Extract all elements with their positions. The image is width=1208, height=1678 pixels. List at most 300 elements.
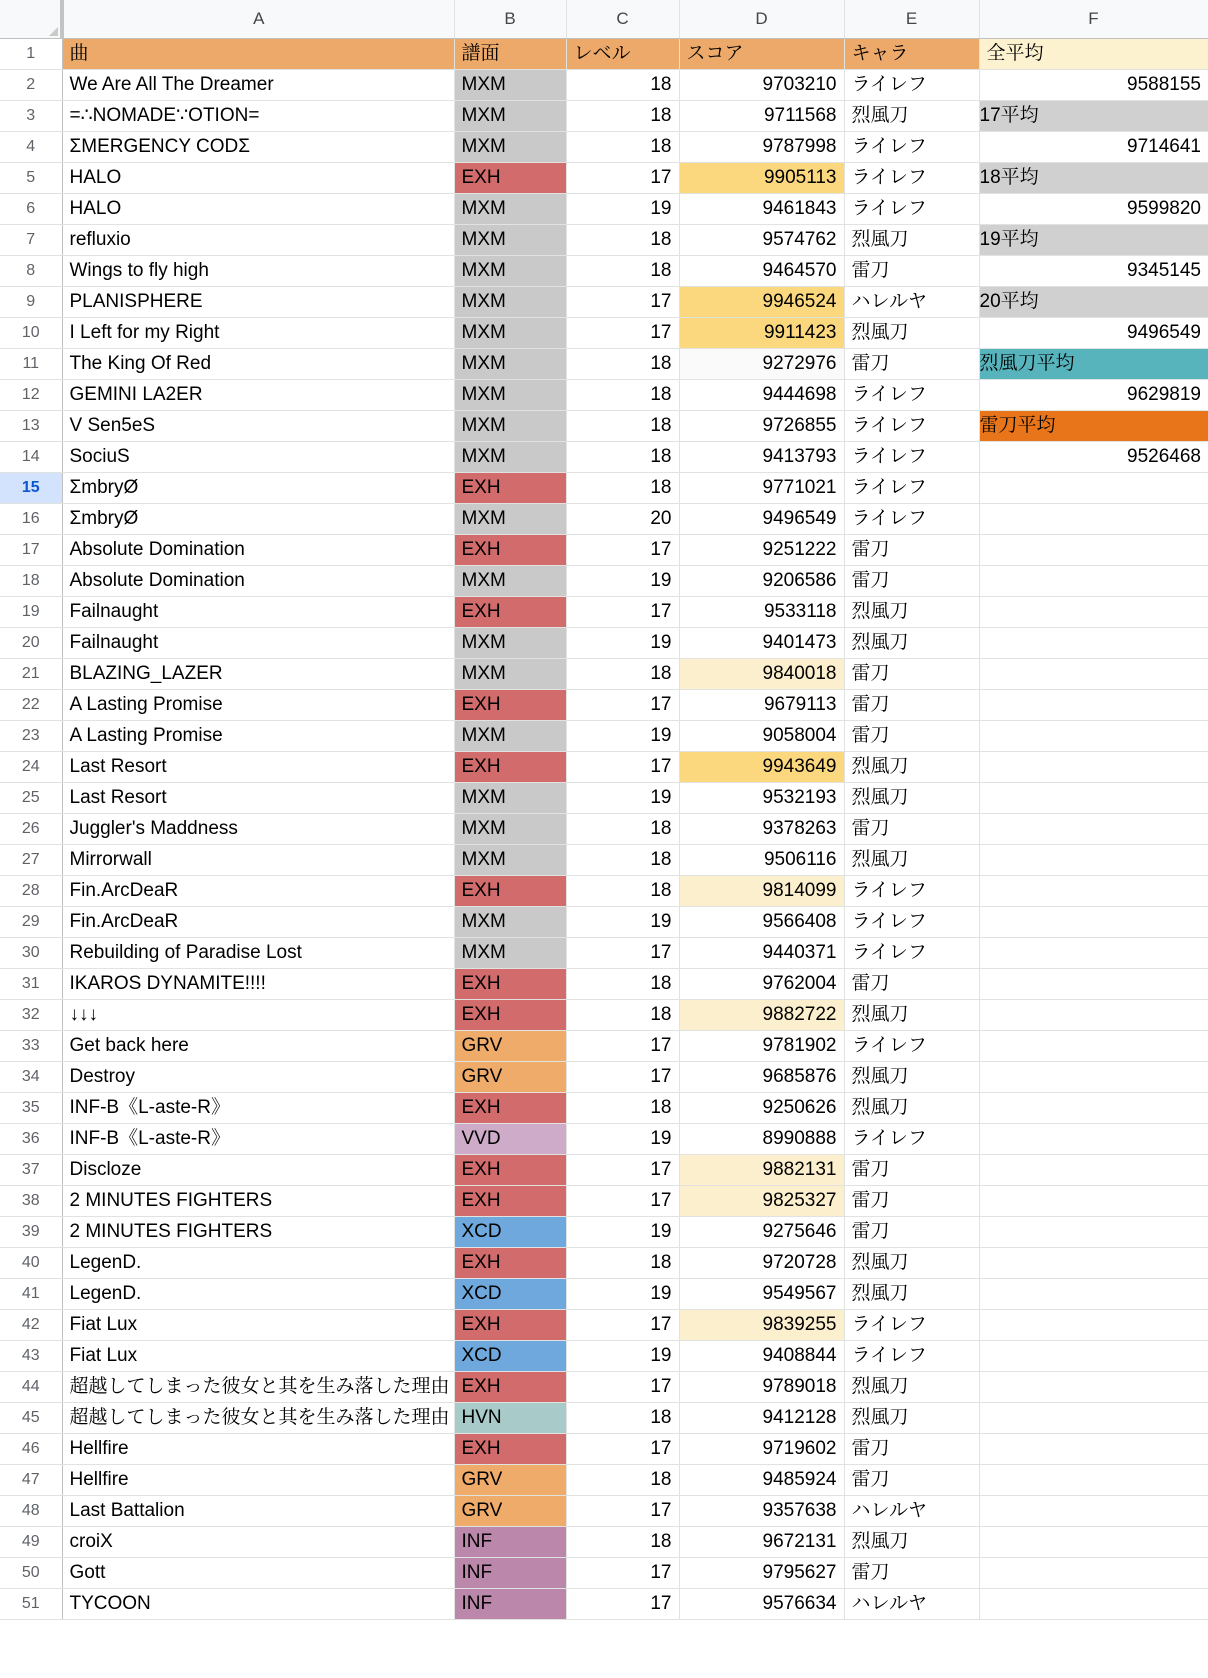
row-header[interactable]: 28	[0, 875, 62, 906]
cell-character[interactable]: 雷刀	[844, 565, 979, 596]
select-all-icon[interactable]	[0, 0, 62, 38]
cell-level[interactable]: 18	[566, 410, 679, 441]
row-header[interactable]: 33	[0, 1030, 62, 1061]
cell-character[interactable]: ライレフ	[844, 1123, 979, 1154]
cell-character[interactable]: ライレフ	[844, 162, 979, 193]
row-header[interactable]: 25	[0, 782, 62, 813]
cell-song-title[interactable]: ΣmbryØ	[62, 503, 454, 534]
cell-score[interactable]: 9378263	[679, 813, 844, 844]
cell-difficulty[interactable]: MXM	[454, 658, 566, 689]
row-header[interactable]: 4	[0, 131, 62, 162]
cell-score[interactable]: 9825327	[679, 1185, 844, 1216]
row-header[interactable]: 32	[0, 999, 62, 1030]
cell-difficulty[interactable]: GRV	[454, 1464, 566, 1495]
cell-song-title[interactable]: Juggler's Maddness	[62, 813, 454, 844]
cell-level[interactable]: 17	[566, 1557, 679, 1588]
cell-song-title[interactable]: A Lasting Promise	[62, 689, 454, 720]
table-row[interactable]	[0, 1495, 1208, 1526]
cell-difficulty[interactable]: INF	[454, 1588, 566, 1619]
cell-level[interactable]: 18	[566, 379, 679, 410]
cell-average[interactable]	[979, 813, 1208, 844]
cell-song-title[interactable]: Fiat Lux	[62, 1309, 454, 1340]
cell-difficulty[interactable]: VVD	[454, 1123, 566, 1154]
table-row[interactable]	[0, 1402, 1208, 1433]
cell-difficulty[interactable]: EXH	[454, 875, 566, 906]
table-row[interactable]	[0, 1588, 1208, 1619]
cell-difficulty[interactable]: EXH	[454, 596, 566, 627]
column-header-c[interactable]: C	[566, 0, 679, 38]
cell-average[interactable]	[979, 1216, 1208, 1247]
table-row[interactable]	[0, 596, 1208, 627]
cell-character[interactable]: 雷刀	[844, 255, 979, 286]
table-row[interactable]	[0, 503, 1208, 534]
cell-song-title[interactable]: The King Of Red	[62, 348, 454, 379]
row-header[interactable]: 26	[0, 813, 62, 844]
cell-song-title[interactable]: Fin.ArcDeaR	[62, 875, 454, 906]
cell-difficulty[interactable]: EXH	[454, 999, 566, 1030]
cell-difficulty[interactable]: EXH	[454, 689, 566, 720]
cell-level[interactable]: 17	[566, 534, 679, 565]
cell-level[interactable]: 17	[566, 1154, 679, 1185]
cell-score[interactable]: 9720728	[679, 1247, 844, 1278]
row-header[interactable]: 42	[0, 1309, 62, 1340]
cell-average[interactable]: 19平均	[979, 224, 1208, 255]
cell-difficulty[interactable]: EXH	[454, 751, 566, 782]
table-row[interactable]	[0, 224, 1208, 255]
cell-song-title[interactable]: I Left for my Right	[62, 317, 454, 348]
cell-f1[interactable]: 全平均	[979, 38, 1208, 69]
cell-song-title[interactable]: IKAROS DYNAMITE!!!!	[62, 968, 454, 999]
cell-song-title[interactable]: Get back here	[62, 1030, 454, 1061]
cell-average[interactable]	[979, 1402, 1208, 1433]
table-row[interactable]	[0, 782, 1208, 813]
cell-level[interactable]: 19	[566, 782, 679, 813]
table-row[interactable]	[0, 1061, 1208, 1092]
cell-score[interactable]: 9412128	[679, 1402, 844, 1433]
row-header[interactable]: 19	[0, 596, 62, 627]
cell-level[interactable]: 17	[566, 1495, 679, 1526]
cell-character[interactable]: 雷刀	[844, 658, 979, 689]
cell-character[interactable]: ライレフ	[844, 441, 979, 472]
table-row[interactable]	[0, 38, 1208, 69]
cell-difficulty[interactable]: MXM	[454, 348, 566, 379]
cell-character[interactable]: 烈風刀	[844, 1092, 979, 1123]
cell-score[interactable]: 9672131	[679, 1526, 844, 1557]
cell-score[interactable]: 9272976	[679, 348, 844, 379]
cell-song-title[interactable]: Fiat Lux	[62, 1340, 454, 1371]
cell-difficulty[interactable]: GRV	[454, 1061, 566, 1092]
cell-average[interactable]: 9496549	[979, 317, 1208, 348]
cell-song-title[interactable]: HALO	[62, 162, 454, 193]
cell-character[interactable]: 雷刀	[844, 1464, 979, 1495]
cell-difficulty[interactable]: EXH	[454, 472, 566, 503]
cell-average[interactable]	[979, 596, 1208, 627]
cell-e1[interactable]: キャラ	[844, 38, 979, 69]
table-row[interactable]	[0, 720, 1208, 751]
cell-score[interactable]: 9771021	[679, 472, 844, 503]
table-row[interactable]	[0, 627, 1208, 658]
cell-song-title[interactable]: Hellfire	[62, 1433, 454, 1464]
cell-level[interactable]: 19	[566, 1123, 679, 1154]
cell-score[interactable]: 9566408	[679, 906, 844, 937]
cell-average[interactable]	[979, 875, 1208, 906]
cell-song-title[interactable]: Absolute Domination	[62, 565, 454, 596]
cell-average[interactable]	[979, 689, 1208, 720]
cell-character[interactable]: 雷刀	[844, 534, 979, 565]
table-row[interactable]	[0, 689, 1208, 720]
cell-score[interactable]: 9549567	[679, 1278, 844, 1309]
row-header[interactable]: 43	[0, 1340, 62, 1371]
cell-score[interactable]: 9795627	[679, 1557, 844, 1588]
row-header[interactable]: 15	[0, 472, 62, 503]
cell-song-title[interactable]: INF-B《L-aste-R》	[62, 1123, 454, 1154]
cell-average[interactable]	[979, 627, 1208, 658]
cell-level[interactable]: 18	[566, 813, 679, 844]
cell-score[interactable]: 9882131	[679, 1154, 844, 1185]
cell-score[interactable]: 9946524	[679, 286, 844, 317]
cell-level[interactable]: 19	[566, 1278, 679, 1309]
cell-difficulty[interactable]: EXH	[454, 1371, 566, 1402]
cell-song-title[interactable]: Failnaught	[62, 627, 454, 658]
cell-song-title[interactable]: ↓↓↓	[62, 999, 454, 1030]
cell-score[interactable]: 9685876	[679, 1061, 844, 1092]
cell-song-title[interactable]: Last Resort	[62, 782, 454, 813]
cell-level[interactable]: 18	[566, 968, 679, 999]
cell-level[interactable]: 17	[566, 286, 679, 317]
row-header[interactable]: 3	[0, 100, 62, 131]
cell-score[interactable]: 9461843	[679, 193, 844, 224]
table-row[interactable]	[0, 1464, 1208, 1495]
row-header[interactable]: 38	[0, 1185, 62, 1216]
cell-character[interactable]: 烈風刀	[844, 627, 979, 658]
table-row[interactable]	[0, 441, 1208, 472]
row-header[interactable]: 34	[0, 1061, 62, 1092]
cell-average[interactable]	[979, 906, 1208, 937]
cell-song-title[interactable]: Hellfire	[62, 1464, 454, 1495]
cell-level[interactable]: 19	[566, 1216, 679, 1247]
cell-score[interactable]: 9781902	[679, 1030, 844, 1061]
cell-average[interactable]: 9629819	[979, 379, 1208, 410]
table-row[interactable]	[0, 844, 1208, 875]
cell-song-title[interactable]: Last Battalion	[62, 1495, 454, 1526]
cell-character[interactable]: 雷刀	[844, 720, 979, 751]
cell-difficulty[interactable]: XCD	[454, 1216, 566, 1247]
cell-level[interactable]: 17	[566, 1371, 679, 1402]
cell-level[interactable]: 18	[566, 1092, 679, 1123]
table-row[interactable]	[0, 193, 1208, 224]
cell-level[interactable]: 18	[566, 131, 679, 162]
cell-character[interactable]: ライレフ	[844, 1030, 979, 1061]
cell-character[interactable]: 雷刀	[844, 813, 979, 844]
cell-character[interactable]: 烈風刀	[844, 844, 979, 875]
cell-score[interactable]: 9703210	[679, 69, 844, 100]
table-row[interactable]	[0, 317, 1208, 348]
row-header[interactable]: 41	[0, 1278, 62, 1309]
cell-song-title[interactable]: 2 MINUTES FIGHTERS	[62, 1185, 454, 1216]
cell-average[interactable]	[979, 1371, 1208, 1402]
cell-level[interactable]: 18	[566, 999, 679, 1030]
row-header[interactable]: 9	[0, 286, 62, 317]
cell-difficulty[interactable]: XCD	[454, 1278, 566, 1309]
cell-song-title[interactable]: Wings to fly high	[62, 255, 454, 286]
cell-song-title[interactable]: Failnaught	[62, 596, 454, 627]
cell-score[interactable]: 9485924	[679, 1464, 844, 1495]
cell-score[interactable]: 9275646	[679, 1216, 844, 1247]
cell-average[interactable]	[979, 1495, 1208, 1526]
cell-character[interactable]: 雷刀	[844, 689, 979, 720]
row-header[interactable]: 39	[0, 1216, 62, 1247]
row-header[interactable]: 11	[0, 348, 62, 379]
cell-average[interactable]: 9588155	[979, 69, 1208, 100]
row-header[interactable]: 16	[0, 503, 62, 534]
cell-difficulty[interactable]: EXH	[454, 1092, 566, 1123]
cell-average[interactable]	[979, 782, 1208, 813]
cell-difficulty[interactable]: EXH	[454, 968, 566, 999]
cell-a1[interactable]: 曲	[62, 38, 454, 69]
cell-level[interactable]: 19	[566, 1340, 679, 1371]
table-row[interactable]	[0, 565, 1208, 596]
cell-song-title[interactable]: 超越してしまった彼女と其を生み落した理由	[62, 1371, 454, 1402]
cell-level[interactable]: 19	[566, 906, 679, 937]
cell-average[interactable]	[979, 1464, 1208, 1495]
row-header[interactable]: 18	[0, 565, 62, 596]
cell-difficulty[interactable]: MXM	[454, 813, 566, 844]
cell-c1[interactable]: レベル	[566, 38, 679, 69]
cell-average[interactable]	[979, 844, 1208, 875]
cell-average[interactable]: 9714641	[979, 131, 1208, 162]
cell-score[interactable]: 9533118	[679, 596, 844, 627]
cell-song-title[interactable]: SociuS	[62, 441, 454, 472]
cell-song-title[interactable]: LegenD.	[62, 1278, 454, 1309]
cell-character[interactable]: ライレフ	[844, 1340, 979, 1371]
row-header[interactable]: 31	[0, 968, 62, 999]
cell-average[interactable]	[979, 1092, 1208, 1123]
cell-character[interactable]: ライレフ	[844, 193, 979, 224]
cell-song-title[interactable]: V Sen5eS	[62, 410, 454, 441]
column-header-a[interactable]: A	[62, 0, 454, 38]
cell-average[interactable]	[979, 534, 1208, 565]
cell-score[interactable]: 9943649	[679, 751, 844, 782]
cell-level[interactable]: 18	[566, 658, 679, 689]
cell-level[interactable]: 19	[566, 193, 679, 224]
cell-score[interactable]: 9357638	[679, 1495, 844, 1526]
cell-difficulty[interactable]: MXM	[454, 844, 566, 875]
cell-score[interactable]: 9911423	[679, 317, 844, 348]
cell-average[interactable]: 20平均	[979, 286, 1208, 317]
table-row[interactable]	[0, 255, 1208, 286]
row-header[interactable]: 47	[0, 1464, 62, 1495]
cell-character[interactable]: ハレルヤ	[844, 1588, 979, 1619]
cell-song-title[interactable]: ΣmbryØ	[62, 472, 454, 503]
cell-level[interactable]: 17	[566, 1433, 679, 1464]
cell-character[interactable]: ライレフ	[844, 937, 979, 968]
cell-level[interactable]: 18	[566, 1526, 679, 1557]
row-header[interactable]: 5	[0, 162, 62, 193]
row-header[interactable]: 50	[0, 1557, 62, 1588]
cell-score[interactable]: 9532193	[679, 782, 844, 813]
cell-level[interactable]: 17	[566, 1588, 679, 1619]
column-header-d[interactable]: D	[679, 0, 844, 38]
table-row[interactable]	[0, 410, 1208, 441]
row-header[interactable]: 2	[0, 69, 62, 100]
cell-song-title[interactable]: HALO	[62, 193, 454, 224]
cell-score[interactable]: 9058004	[679, 720, 844, 751]
cell-character[interactable]: 雷刀	[844, 1185, 979, 1216]
cell-character[interactable]: 烈風刀	[844, 751, 979, 782]
cell-difficulty[interactable]: MXM	[454, 255, 566, 286]
cell-character[interactable]: 烈風刀	[844, 224, 979, 255]
table-row[interactable]	[0, 1309, 1208, 1340]
cell-score[interactable]: 9789018	[679, 1371, 844, 1402]
cell-difficulty[interactable]: MXM	[454, 317, 566, 348]
cell-difficulty[interactable]: INF	[454, 1526, 566, 1557]
cell-level[interactable]: 19	[566, 627, 679, 658]
cell-level[interactable]: 17	[566, 1185, 679, 1216]
cell-song-title[interactable]: Gott	[62, 1557, 454, 1588]
table-row[interactable]	[0, 1030, 1208, 1061]
cell-character[interactable]: 烈風刀	[844, 1402, 979, 1433]
cell-song-title[interactable]: refluxio	[62, 224, 454, 255]
row-header[interactable]: 48	[0, 1495, 62, 1526]
cell-character[interactable]: ライレフ	[844, 410, 979, 441]
cell-character[interactable]: 烈風刀	[844, 1061, 979, 1092]
table-row[interactable]	[0, 1123, 1208, 1154]
cell-difficulty[interactable]: GRV	[454, 1030, 566, 1061]
cell-score[interactable]: 8990888	[679, 1123, 844, 1154]
cell-character[interactable]: 烈風刀	[844, 596, 979, 627]
row-header[interactable]: 36	[0, 1123, 62, 1154]
cell-score[interactable]: 9726855	[679, 410, 844, 441]
row-header[interactable]: 10	[0, 317, 62, 348]
cell-character[interactable]: 烈風刀	[844, 999, 979, 1030]
row-header[interactable]: 17	[0, 534, 62, 565]
cell-score[interactable]: 9905113	[679, 162, 844, 193]
cell-difficulty[interactable]: MXM	[454, 441, 566, 472]
row-header[interactable]: 14	[0, 441, 62, 472]
row-header[interactable]: 35	[0, 1092, 62, 1123]
cell-average[interactable]	[979, 658, 1208, 689]
cell-song-title[interactable]: 超越してしまった彼女と其を生み落した理由	[62, 1402, 454, 1433]
row-header[interactable]: 7	[0, 224, 62, 255]
cell-song-title[interactable]: PLANISPHERE	[62, 286, 454, 317]
table-row[interactable]	[0, 813, 1208, 844]
cell-average[interactable]	[979, 1340, 1208, 1371]
cell-character[interactable]: 烈風刀	[844, 1278, 979, 1309]
table-row[interactable]	[0, 1216, 1208, 1247]
row-header[interactable]: 22	[0, 689, 62, 720]
row-header[interactable]: 40	[0, 1247, 62, 1278]
cell-song-title[interactable]: We Are All The Dreamer	[62, 69, 454, 100]
row-header[interactable]: 30	[0, 937, 62, 968]
cell-character[interactable]: 烈風刀	[844, 1526, 979, 1557]
row-header[interactable]: 51	[0, 1588, 62, 1619]
cell-level[interactable]: 17	[566, 162, 679, 193]
cell-level[interactable]: 19	[566, 720, 679, 751]
cell-level[interactable]: 18	[566, 255, 679, 286]
row-header[interactable]: 49	[0, 1526, 62, 1557]
cell-level[interactable]: 17	[566, 1030, 679, 1061]
cell-difficulty[interactable]: MXM	[454, 782, 566, 813]
cell-average[interactable]	[979, 1123, 1208, 1154]
cell-average[interactable]	[979, 937, 1208, 968]
cell-character[interactable]: ライレフ	[844, 503, 979, 534]
row-header[interactable]: 13	[0, 410, 62, 441]
cell-average[interactable]	[979, 1185, 1208, 1216]
table-row[interactable]	[0, 1154, 1208, 1185]
table-row[interactable]	[0, 658, 1208, 689]
cell-character[interactable]: 雷刀	[844, 1433, 979, 1464]
cell-average[interactable]: 雷刀平均	[979, 410, 1208, 441]
table-row[interactable]	[0, 348, 1208, 379]
table-row[interactable]	[0, 906, 1208, 937]
table-row[interactable]	[0, 1526, 1208, 1557]
cell-average[interactable]: 9599820	[979, 193, 1208, 224]
cell-difficulty[interactable]: EXH	[454, 1433, 566, 1464]
table-row[interactable]	[0, 534, 1208, 565]
cell-level[interactable]: 18	[566, 844, 679, 875]
cell-difficulty[interactable]: MXM	[454, 69, 566, 100]
column-header-b[interactable]: B	[454, 0, 566, 38]
cell-average[interactable]	[979, 751, 1208, 782]
cell-level[interactable]: 18	[566, 441, 679, 472]
cell-song-title[interactable]: Destroy	[62, 1061, 454, 1092]
table-row[interactable]	[0, 937, 1208, 968]
cell-song-title[interactable]: BLAZING_LAZER	[62, 658, 454, 689]
cell-difficulty[interactable]: EXH	[454, 1185, 566, 1216]
cell-score[interactable]: 9206586	[679, 565, 844, 596]
cell-difficulty[interactable]: MXM	[454, 503, 566, 534]
table-row[interactable]	[0, 968, 1208, 999]
row-header[interactable]: 44	[0, 1371, 62, 1402]
cell-difficulty[interactable]: EXH	[454, 1247, 566, 1278]
row-header[interactable]: 1	[0, 38, 62, 69]
cell-level[interactable]: 18	[566, 100, 679, 131]
cell-average[interactable]	[979, 1526, 1208, 1557]
cell-difficulty[interactable]: MXM	[454, 100, 566, 131]
cell-song-title[interactable]: Mirrorwall	[62, 844, 454, 875]
table-row[interactable]	[0, 379, 1208, 410]
cell-score[interactable]: 9464570	[679, 255, 844, 286]
row-header[interactable]: 6	[0, 193, 62, 224]
cell-average[interactable]	[979, 999, 1208, 1030]
cell-character[interactable]: ハレルヤ	[844, 286, 979, 317]
table-row[interactable]	[0, 472, 1208, 503]
cell-character[interactable]: ハレルヤ	[844, 1495, 979, 1526]
cell-score[interactable]: 9506116	[679, 844, 844, 875]
cell-average[interactable]	[979, 1557, 1208, 1588]
cell-difficulty[interactable]: MXM	[454, 193, 566, 224]
cell-character[interactable]: 烈風刀	[844, 1371, 979, 1402]
row-header[interactable]: 8	[0, 255, 62, 286]
cell-score[interactable]: 9711568	[679, 100, 844, 131]
cell-average[interactable]	[979, 472, 1208, 503]
cell-level[interactable]: 17	[566, 596, 679, 627]
cell-average[interactable]	[979, 1588, 1208, 1619]
cell-average[interactable]	[979, 1278, 1208, 1309]
cell-song-title[interactable]: A Lasting Promise	[62, 720, 454, 751]
cell-character[interactable]: 雷刀	[844, 968, 979, 999]
cell-difficulty[interactable]: XCD	[454, 1340, 566, 1371]
cell-score[interactable]: 9814099	[679, 875, 844, 906]
cell-score[interactable]: 9839255	[679, 1309, 844, 1340]
cell-average[interactable]	[979, 1061, 1208, 1092]
cell-character[interactable]: ライレフ	[844, 379, 979, 410]
cell-level[interactable]: 17	[566, 1061, 679, 1092]
row-header[interactable]: 20	[0, 627, 62, 658]
cell-character[interactable]: 雷刀	[844, 1216, 979, 1247]
cell-character[interactable]: 烈風刀	[844, 782, 979, 813]
cell-difficulty[interactable]: EXH	[454, 534, 566, 565]
